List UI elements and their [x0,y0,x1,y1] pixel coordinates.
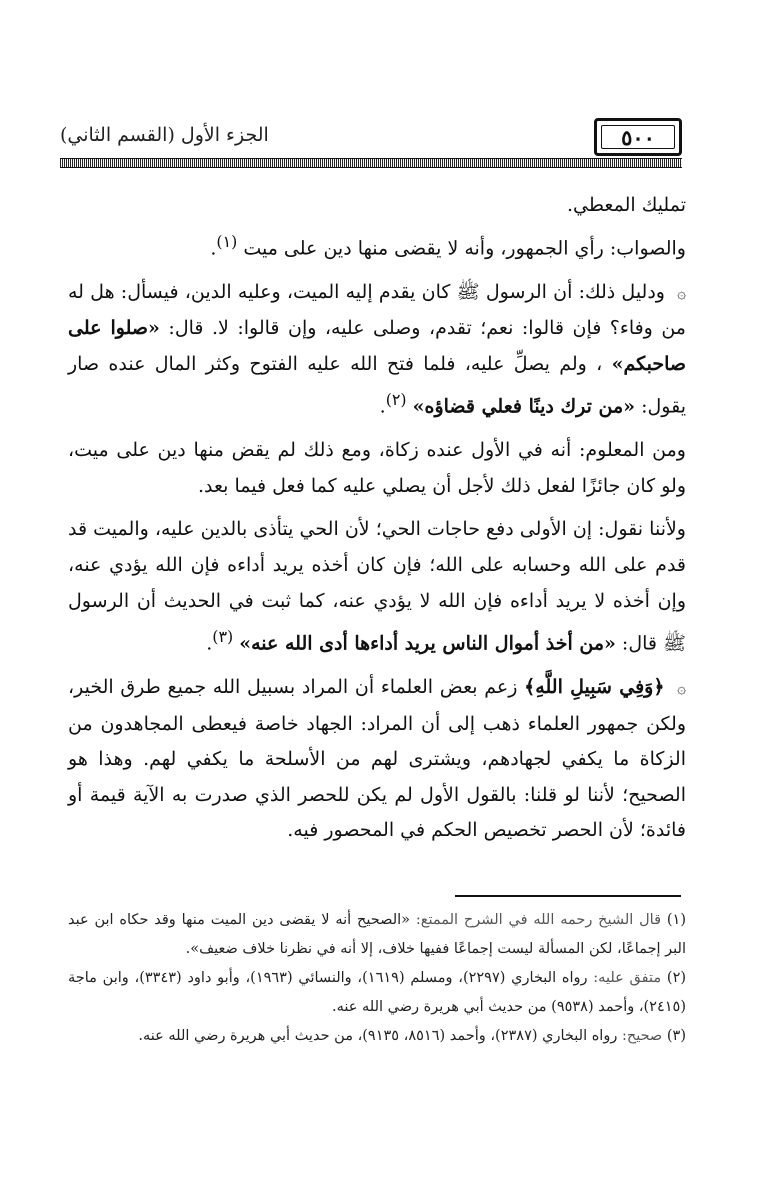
quran-verse: ﴿وَفِي سَبِيلِ اللَّهِ﴾ [524,676,665,699]
footnote-text: رواه البخاري (٢٢٩٧)، ومسلم (١٦١٩)، والنسائي (١٩٦٣)، وأبو داود (٣٣٤٣)، وابن ماجة (٢٤١٥)، وأحمد (٩٥٣٨) من حديث أبي هريرة رضي الله عنه. [68,970,686,1015]
paragraph-2: والصواب: رأي الجمهور، وأنه لا يقضى منها دين على ميت $^{(١)}$. [210,231,686,259]
footnote-lead: صحيح: [621,1028,663,1044]
hadith-quote-2: «من ترك دينًا فعلي قضاؤه» [412,395,636,418]
footnote-3 [68,1022,686,1051]
running-head: الجزء الأول (القسم الثاني) [60,124,269,146]
hadith-quote-1: «صلوا على صاحبكم» [68,317,686,375]
footnote-number: (٣) [666,1028,686,1044]
paragraph-5-text: ولأننا نقول: إن الأولى دفع حاجات الحي؛ لأن الحي يتأذى بالدين عليه، والميت قد قدم على الله وحسابه على الله؛ فإن كان أخذه يريد أداءه فإن الله يؤدي عنه، وإن أخذه لا يريد أداءه فإن الله لا يؤدي عنه، كما ثبت في الحديث أن الرسول ﷺ قال: [68,518,686,655]
footnotes [68,906,686,1051]
page-number: ٥٠٠ [621,124,655,150]
paragraph-3-text-a: ودليل ذلك: أن الرسول ﷺ كان يقدم إليه الميت، وعليه الدين، فيسأل: هل له من وفاء؟ فإن قالوا: نعم؛ تقدم، وصلى عليه، وإن قالوا: لا. قال: [68,280,686,340]
footnote-number: (٢) [666,970,687,986]
paragraph-6-text: زعم بعض العلماء أن المراد بسبيل الله جميع طرق الخير، ولكن جمهور العلماء ذهب إلى أن المراد: الجهاد خاصة فيعطى المجاهدون من الزكاة ما يكفي لجهادهم، ويشترى لهم من الأسلحة ما يكفي لهم. وهذا هو الصحيح؛ لأننا لو قلنا: بالقول الأول لم يكن للحصر الذي صدرت به الآية قيمة أو فائدة؛ لأن الحصر تخصيص الحكم في المحصور فيه. [68,676,686,842]
hadith-quote-3: «من أخذ أموال الناس يريد أداءها أدى الله عنه» [239,632,616,655]
footnote-ref-1: (١) [216,231,238,251]
footnote-2 [68,964,686,1022]
page-header [60,118,682,162]
footnote-lead: قال الشيخ رحمه الله في الشرح الممتع: [415,912,662,928]
footnote-text: «الصحيح أنه لا يقضى دين الميت منها وقد حكاه ابن عبد البر إجماعًا، لكن المسألة ليست إجماعًا ففيها خلاف، إلا أنه في نظرنا خلاف ضعيف». [68,912,686,957]
header-divider [60,158,682,168]
main-text [68,188,686,857]
footnote-text: رواه البخاري (٢٣٨٧)، وأحمد (٨٥١٦، ٩١٣٥)، من حديث أبي هريرة رضي الله عنه. [138,1028,618,1044]
footnote-lead: متفق عليه: [593,970,662,986]
paragraph-4: ومن المعلوم: أنه في الأول عنده زكاة، ومع ذلك لم يقض منها دين على ميت، ولو كان جائزًا لفعل ذلك لأجل أن يصلي عليه كما فعل فيما بعد. [68,439,686,497]
paragraph-6 [68,670,686,849]
footnote-number: (١) [666,912,686,928]
paragraph-3-text-b: ، ولم يصلِّ عليه، فلما فتح الله عليه الفتوح وكثر المال عنده صار يقول: [68,352,686,418]
paragraph-3: ۞ ودليل ذلك: أن الرسول ﷺ كان يقدم إليه الميت، وعليه الدين، فيسأل: هل له من وفاء؟ فإن قالوا: نعم؛ تقدم، وصلى عليه، وإن قالوا: لا. قال: «صلوا على صاحبكم» ، ولم يصلِّ عليه، فلما فتح الله عليه الفتوح وكثر المال عنده صار يقول: «من ترك دينًا فعلي قضاؤه» $^{(٢)}$. [68,280,687,418]
flower-icon: ۞ [677,283,687,302]
footnote-1 [68,906,686,964]
paragraph-2-text: والصواب: رأي الجمهور، وأنه لا يقضى منها دين على ميت [243,236,686,259]
footnote-ref-2: (٢) [385,390,407,410]
paragraph-5: ولأننا نقول: إن الأولى دفع حاجات الحي؛ لأن الحي يتأذى بالدين عليه، والميت قد قدم على الله وحسابه على الله؛ فإن كان أخذه يريد أداءه فإن الله يؤدي عنه، وإن أخذه لا يريد أداءه فإن الله لا يؤدي عنه، كما ثبت في الحديث أن الرسول ﷺ قال: «من أخذ أموال الناس يريد أداءها أدى الله عنه» $^{(٣)}$. [68,518,686,655]
footnote-ref-3: (٣) [212,627,234,647]
footnote-divider [455,895,681,897]
page-number-box [594,118,682,156]
flower-icon: ۞ [677,679,686,698]
paragraph-1: تمليك المعطي. [566,194,686,216]
